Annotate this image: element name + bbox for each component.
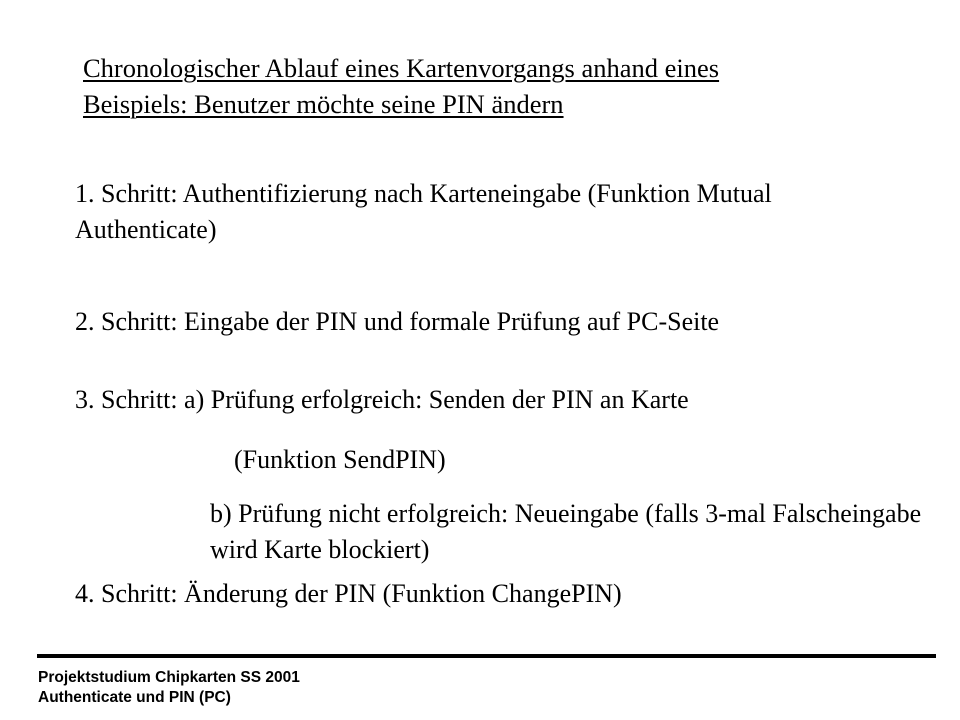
footer-divider [37,654,936,658]
footer-topic: Authenticate und PIN (PC) [38,689,231,706]
slide-title-line-1: Chronologischer Ablauf eines Kartenvorgangs anhand eines [83,53,720,83]
footer [38,668,300,708]
step-3b-text: b) Prüfung nicht erfolgreich: Neueingabe (falls 3-mal Falscheingabe wird Karte blockiert) [210,499,922,564]
step-3a-continuation: (Funktion SendPIN) [234,445,446,474]
slide-title-line-2: Beispiels: Benutzer möchte seine PIN ändern [83,89,564,119]
footer-course: Projektstudium Chipkarten SS 2001 [38,669,300,686]
step-3a-text: 3. Schritt: a) Prüfung erfolgreich: Senden der PIN an Karte [75,385,689,414]
step-4-text: 4. Schritt: Änderung der PIN (Funktion ChangePIN) [75,579,622,608]
slide-title [83,50,863,122]
step-1-text: 1. Schritt: Authentifizierung nach Karteneingabe (Funktion Mutual Authenticate) [75,179,772,244]
step-2-text: 2. Schritt: Eingabe der PIN und formale Prüfung auf PC-Seite [75,307,720,336]
